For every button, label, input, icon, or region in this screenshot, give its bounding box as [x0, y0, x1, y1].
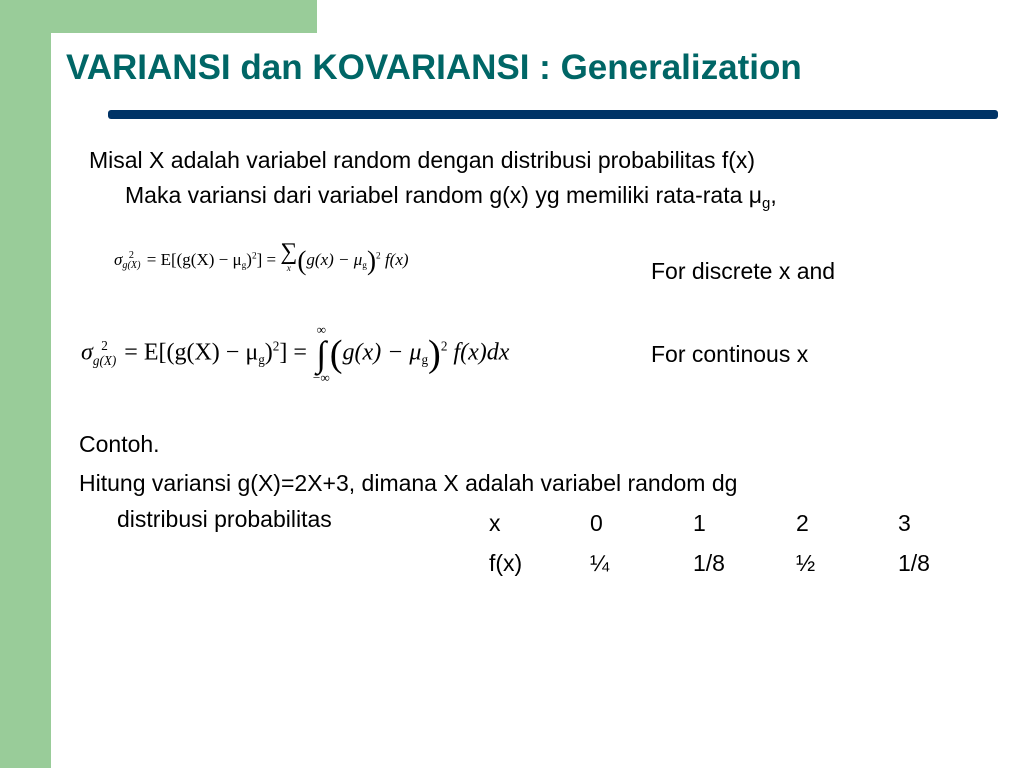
- table-cell: ¼: [590, 549, 610, 576]
- formula-continuous: σ 2 g(X) = $E[(g(X) - \mu_g)^2]$ = ∞ ∫ −∞ $(g(x) - \mu_g)^2$ f(x)dx: [81, 322, 510, 385]
- slide-title: VARIANSI dan KOVARIANSI : Generalization: [66, 48, 802, 87]
- formula-discrete: σ 2 g(X) = $E[(g(X) - \mu_g)^2]$ = ∑ x $(g(x) - \mu_g)^2$ f(x): [114, 239, 409, 276]
- table-cell: 1/8: [898, 549, 930, 576]
- title-divider: [108, 110, 998, 119]
- table-cell: 2: [796, 509, 809, 536]
- table-row: [489, 503, 958, 543]
- table-cell: 0: [590, 509, 603, 536]
- left-decoration-bar: [0, 0, 51, 768]
- table-cell: x: [489, 509, 501, 536]
- formula-discrete-label: For discrete x and: [651, 258, 836, 284]
- example-line-1: Hitung variansi g(X)=2X+3, dimana X adalah variabel random dg: [79, 470, 738, 496]
- formula-continuous-label: For continous x: [651, 341, 809, 367]
- table-row: [489, 543, 958, 583]
- example-heading: Contoh.: [79, 431, 160, 457]
- table-cell: 1/8: [693, 549, 725, 576]
- table-cell: ½: [796, 549, 816, 576]
- table-cell: 1: [693, 509, 706, 536]
- example-line-2: distribusi probabilitas: [117, 506, 332, 532]
- intro-line-1: Misal X adalah variabel random dengan distribusi probabilitas f(x): [89, 147, 756, 173]
- table-cell: f(x): [489, 549, 523, 576]
- distribution-table: [489, 503, 958, 583]
- intro-line-2: Maka variansi dari variabel random g(x) yg memiliki rata-rata $\mu_g$,: [125, 182, 777, 212]
- table-cell: 3: [898, 509, 911, 536]
